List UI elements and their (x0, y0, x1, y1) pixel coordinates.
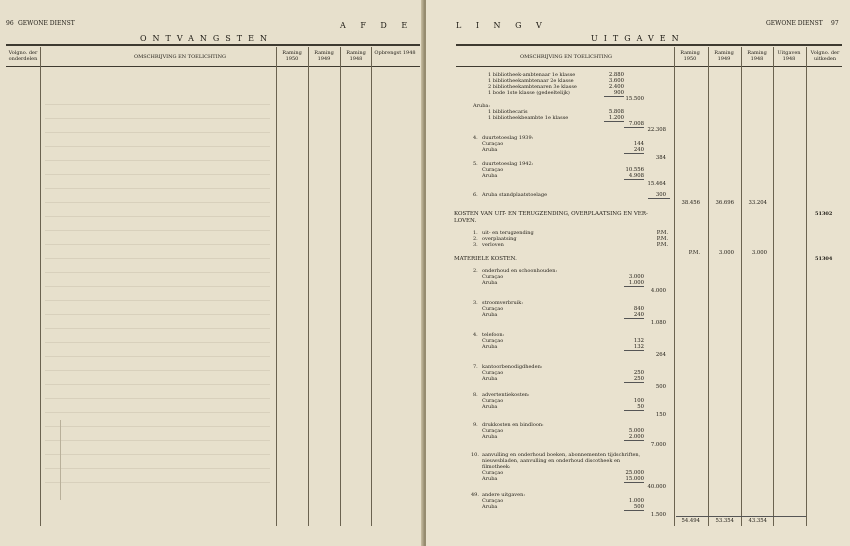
col-opbrengst-1948: Opbrengst 1948 (374, 50, 416, 56)
spread-title-part1: A F D E (340, 21, 414, 30)
materiele-group-4: Aruba (482, 404, 498, 410)
materiele-heading: MATERIELE KOSTEN. (454, 256, 517, 262)
spread-title-part2: L I N G V (456, 21, 548, 30)
materiele-group-4: advertentiekosten: (482, 392, 530, 398)
materiele-group-5: drukkosten en bindloon: (482, 422, 544, 428)
materiele-group-2: Curaçao (482, 338, 504, 344)
col-raming-1949: Raming 1949 (314, 50, 334, 62)
materiele-group-4: 8. (473, 392, 478, 398)
header-rule-bottom (6, 66, 420, 67)
materiele-group-5: Curaçao (482, 428, 504, 434)
materiele-group-5: 7.000 (650, 442, 666, 448)
materiele-group-0: onderhoud en schoonhouden: (482, 268, 558, 274)
materiele-group-3: 250 (633, 376, 644, 382)
materiele-group-5: 5.000 (628, 428, 644, 434)
materiele-group-0: 3.000 (628, 274, 644, 280)
col-raming-1949: Raming 1949 (714, 50, 734, 62)
section-title-ontvangsten: ONTVANGSTEN (140, 34, 273, 43)
page-number-right: 97 (831, 20, 839, 27)
materiele-code: 51304 (815, 256, 833, 262)
materiele-group-3: 7. (473, 364, 478, 370)
materiele-group-0: 2. (473, 268, 478, 274)
section-title-uitgaven: UITGAVEN (591, 34, 685, 43)
materiele-group-0: Aruba (482, 280, 498, 286)
col-description: OMSCHRIJVING EN TOELICHTING (134, 54, 226, 60)
materiele-group-5: 2.000 (628, 434, 644, 440)
col-raming-1950: Raming 1950 (282, 50, 302, 62)
header-rule-bottom (456, 66, 842, 67)
header-rule (456, 44, 842, 46)
materiele-group-1: 240 (633, 312, 644, 318)
running-head-right: GEWONE DIENST (766, 20, 823, 27)
materiele-group-2: 132 (633, 338, 644, 344)
col-uitgaven-1948: Uitgaven 1948 (777, 50, 801, 62)
materiele-group-2: Aruba (482, 344, 498, 350)
kosten-heading: KOSTEN VAN UIT- EN TERUGZENDING, OVERPLAATSING EN VER- (454, 211, 648, 217)
materiele-group-4: 50 (637, 404, 644, 410)
materiele-group-1: 1.080 (650, 320, 666, 326)
materiele-group-1: 3. (473, 300, 478, 306)
materiele-group-3: Aruba (482, 376, 498, 382)
materiele-group-3: kantoorbenodigdheden: (482, 364, 543, 370)
materiele-group-2: 132 (633, 344, 644, 350)
materiele-group-0: 4.000 (650, 288, 666, 294)
left-page (0, 0, 424, 546)
col-volgnummer: Volgno. der onderdelen (8, 50, 38, 62)
materiele-group-3: Curaçao (482, 370, 504, 376)
col-volgnummer: Volgno. der uitkeden (810, 50, 840, 62)
col-raming-1948: Raming 1948 (747, 50, 767, 62)
materiele-group-1: 840 (633, 306, 644, 312)
show-through-text (45, 95, 270, 495)
materiele-group-5: Aruba (482, 434, 498, 440)
grand-total-1948: 43.354 (748, 518, 767, 524)
materiele-group-1: Curaçao (482, 306, 504, 312)
materiele-group-3: 250 (633, 370, 644, 376)
materiele-group-3: 500 (655, 384, 666, 390)
col-raming-1948: Raming 1948 (346, 50, 366, 62)
materiele-group-4: Curaçao (482, 398, 504, 404)
right-page: L I N G V GEWONE DIENST 97 UITGAVEN OMSCHRIJVING EN TOELICHTING Raming 1950 Raming 1949 Raming 1948 Uitgaven 1948 Volgno. der uitkeden 1 bibliotheek-ambtenaar 1e klasse 2.880 1 bibliotheekambtenaar 2e klasse 3.600 2 bibliotheekambtenaren 3e klasse 2.400 1 bode 1ste klasse (gedeeltelijk) 900 15.500 Aruba: 1 bibliothecaris 5.808 1 bibliotheekbeambte 1e klasse 1.200 7.008 22.308 4. duurtetoeslag 1939: Curaçao 144 Aruba 240 384 5. duurtetoeslag 1942: Curaçao 10.556 Aruba 4.908 15.464 6. Aruba standplaatstoelage 300 38.456 36.696 33.204 KOSTEN VAN UIT- EN TERUGZENDING, OVERPLAATSING EN VER- LOVEN. 51302 1. uit- en terugzending P.M. 2. overplaatsing P.M. 3. verloven P.M. P.M. 3.000 3.000 MATERIELE KOSTEN. 51304 2. onderhoud en schoonhouden: Curaçao 3.000 Aruba 1.000 4.000 3. stroomverbruik: Curaçao 840 Aruba 240 1.080 4. telefoon: Curaçao 132 Aruba 132 264 7. kantoorbenodigdheden: Curaçao 250 Aruba 250 500 8. advertentiekosten: Curaçao 100 Aruba 50 150 9. drukkosten en bindloon: Curaçao 5.000 Aruba 2.000 7.000 10. aanvulling en onderhoud boeken, abonnementen tijdschriften, nieuwsbladen, aanvulling en onderhoud discotheek en filmotheek: Curaçao 25.000 Aruba 15.000 40.000 49. andere uitgaven: Curaçao 1.000 Aruba 500 1.500 54.494 53.354 43.354 (426, 0, 850, 546)
materiele-group-2: telefoon: (482, 332, 505, 338)
materiele-group-4: 100 (633, 398, 644, 404)
materiele-group-1: Aruba (482, 312, 498, 318)
materiele-group-0: 1.000 (628, 280, 644, 286)
materiele-group-5: 9. (473, 422, 478, 428)
materiele-group-2: 264 (655, 352, 666, 358)
kosten-code: 51302 (815, 211, 833, 217)
page-number-left: 96 (6, 20, 14, 27)
grand-total-1950: 54.494 (681, 518, 700, 524)
running-head-left: GEWONE DIENST (18, 20, 75, 27)
materiele-group-1: stroomverbruik: (482, 300, 524, 306)
materiele-group-4: 150 (655, 412, 666, 418)
header-rule (6, 44, 420, 46)
col-description: OMSCHRIJVING EN TOELICHTING (520, 54, 612, 60)
materiele-group-0: Curaçao (482, 274, 504, 280)
col-raming-1950: Raming 1950 (680, 50, 700, 62)
materiele-group-2: 4. (473, 332, 478, 338)
grand-total-1949: 53.354 (715, 518, 734, 524)
